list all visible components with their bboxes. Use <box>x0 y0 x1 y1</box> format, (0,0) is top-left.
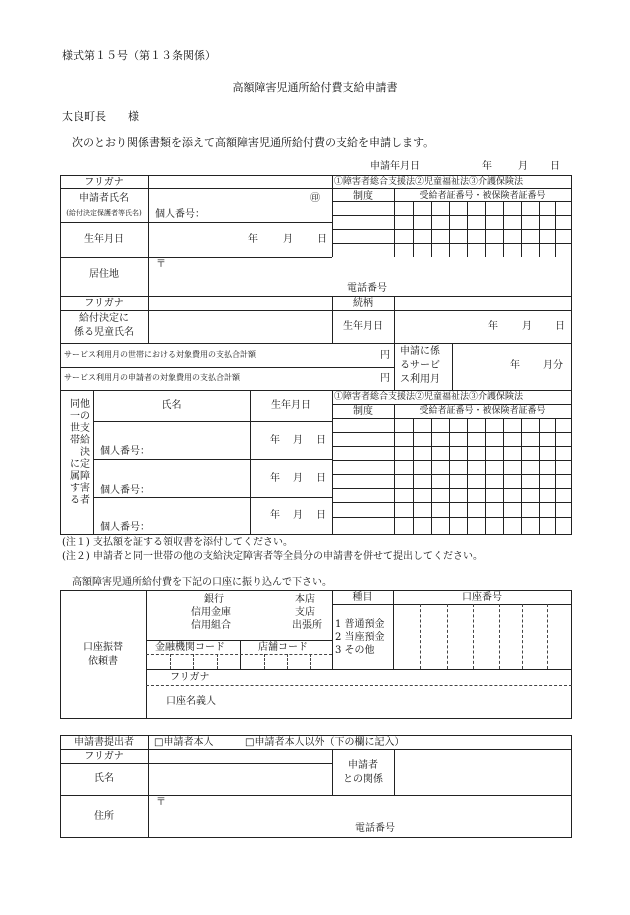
child-birth-label: 生年月日 <box>343 321 383 332</box>
bank-type-bank[interactable]: 銀行 <box>204 594 224 605</box>
child-birth-year[interactable]: 年 <box>488 321 498 332</box>
account-type-header: 種目 <box>352 592 373 603</box>
child-furigana-label: フリガナ <box>84 298 124 309</box>
bank-type-shinkin[interactable]: 信用金庫 <box>191 607 231 618</box>
bank-type-kumiai[interactable]: 信用組合 <box>191 620 231 631</box>
application-day[interactable]: 日 <box>550 161 560 172</box>
submitter-self-checkbox[interactable]: □申請者本人 <box>154 737 214 748</box>
household-row3-day[interactable]: 日 <box>316 510 326 521</box>
recipient-number-header-upper: 受給者証番号・被保険者証番号 <box>419 191 546 201</box>
law-types-lower: ①障害者総合支援法②児童福祉法③介護保険法 <box>334 392 524 402</box>
applicant-birth-month[interactable]: 月 <box>283 234 293 245</box>
application-date-label: 申請年月日 <box>370 161 420 172</box>
applicant-name-sublabel: (給付決定保護者等氏名) <box>66 209 142 217</box>
intro-text: 次のとおり関係書類を添えて高額障害児通所給付費の支給を申請します。 <box>72 136 435 149</box>
residence-label: 居住地 <box>89 269 119 280</box>
submitter-furigana-label: フリガナ <box>84 751 124 762</box>
note-2: (注２) 申請者と同一世帯の他の支給決定障害者等全員分の申請書を併せて提出してください。 <box>62 551 483 562</box>
account-type-other[interactable]: 3 その他 <box>335 645 375 656</box>
applicant-birth-year[interactable]: 年 <box>248 234 258 245</box>
child-birth-day[interactable]: 日 <box>555 321 565 332</box>
branch-type-main[interactable]: 本店 <box>295 594 315 605</box>
submitter-relation-label-1: 申請者 <box>348 760 378 771</box>
branch-type-sub[interactable]: 出張所 <box>292 620 322 631</box>
account-type-current[interactable]: 2 当座預金 <box>335 632 385 643</box>
applicant-total-label: サービス利用月の申請者の対象費用の支払合計額 <box>64 373 240 382</box>
application-year[interactable]: 年 <box>482 161 492 172</box>
submitter-relation-label-2: との関係 <box>343 774 383 785</box>
account-type-ordinary[interactable]: 1 普通預金 <box>335 619 385 630</box>
submitter-other-checkbox[interactable]: □申請者本人以外（下の欄に記入） <box>245 737 405 748</box>
form-number: 様式第１５号（第１３条関係） <box>62 49 216 62</box>
system-header-lower: 制度 <box>353 406 373 417</box>
recipient-number-header-lower: 受給者証番号・被保険者証番号 <box>419 406 546 416</box>
applicant-birth-day[interactable]: 日 <box>317 234 327 245</box>
application-month[interactable]: 月 <box>518 161 528 172</box>
bank-code-label: 金融機関コード <box>155 642 225 653</box>
household-row3-kojin[interactable]: 個人番号： <box>100 522 150 533</box>
household-row2-kojin[interactable]: 個人番号： <box>100 485 150 496</box>
bank-intro: 高額障害児通所給付費を下記の口座に振り込んで下さい。 <box>72 577 332 588</box>
household-row2-year[interactable]: 年 <box>270 473 280 484</box>
submitter-label: 申請書提出者 <box>74 737 134 748</box>
applicant-total-yen[interactable]: 円 <box>380 373 390 384</box>
addressee: 太良町長 様 <box>62 110 139 123</box>
applicant-birth-label: 生年月日 <box>84 234 124 245</box>
service-month-label-2: るサービ <box>400 360 440 371</box>
household-total-label: サービス利用月の世帯における対象費用の支払合計額 <box>64 350 256 359</box>
bank-side-label-2: 依頼書 <box>88 656 118 667</box>
child-birth-month[interactable]: 月 <box>522 321 532 332</box>
note-1: (注１) 支払額を証する領収書を添付してください。 <box>62 537 293 548</box>
submitter-postal-mark[interactable]: 〒 <box>156 797 166 808</box>
relation-label: 続柄 <box>353 298 373 309</box>
household-row2-day[interactable]: 日 <box>316 473 326 484</box>
household-row1-day[interactable]: 日 <box>316 435 326 446</box>
page-title: 高額障害児通所給付費支給申請書 <box>232 81 398 94</box>
applicant-kojin-label[interactable]: 個人番号： <box>155 209 205 220</box>
household-birth-header: 生年月日 <box>271 400 311 411</box>
branch-code-label: 店舗コード <box>258 642 308 653</box>
bank-side-label-1: 口座振替 <box>83 642 123 653</box>
residence-phone-label[interactable]: 電話番号 <box>347 283 387 294</box>
account-holder-label: 口座名義人 <box>166 696 216 707</box>
branch-type-branch[interactable]: 支店 <box>295 607 315 618</box>
household-row3-month[interactable]: 月 <box>293 510 303 521</box>
seal-mark: ㊞ <box>310 193 320 204</box>
law-types-upper: ①障害者総合支援法②児童福祉法③介護保険法 <box>334 177 524 187</box>
household-row3-year[interactable]: 年 <box>270 510 280 521</box>
household-row2-month[interactable]: 月 <box>293 473 303 484</box>
child-name-label-2: 係る児童氏名 <box>74 327 134 338</box>
submitter-name-label: 氏名 <box>94 773 114 784</box>
service-month-label-1: 申請に係 <box>400 346 440 357</box>
service-month-label-3: ス利用月 <box>400 374 440 385</box>
child-name-label-1: 給付決定に <box>79 313 129 324</box>
submitter-phone-label[interactable]: 電話番号 <box>355 823 395 834</box>
service-month-portion[interactable]: 月分 <box>543 360 563 371</box>
service-year[interactable]: 年 <box>510 360 520 371</box>
household-total-yen[interactable]: 円 <box>380 350 390 361</box>
residence-postal-mark[interactable]: 〒 <box>156 259 166 270</box>
account-number-header: 口座番号 <box>462 592 502 603</box>
household-row1-month[interactable]: 月 <box>293 435 303 446</box>
system-header-upper: 制度 <box>353 191 373 202</box>
household-row1-kojin[interactable]: 個人番号： <box>100 446 150 457</box>
household-row1-year[interactable]: 年 <box>270 435 280 446</box>
applicant-furigana-label: フリガナ <box>84 177 124 188</box>
applicant-name-label: 申請者氏名 <box>79 193 129 204</box>
holder-furigana-label: フリガナ <box>170 672 210 683</box>
submitter-address-label: 住所 <box>94 811 114 822</box>
household-name-header: 氏名 <box>161 400 182 411</box>
